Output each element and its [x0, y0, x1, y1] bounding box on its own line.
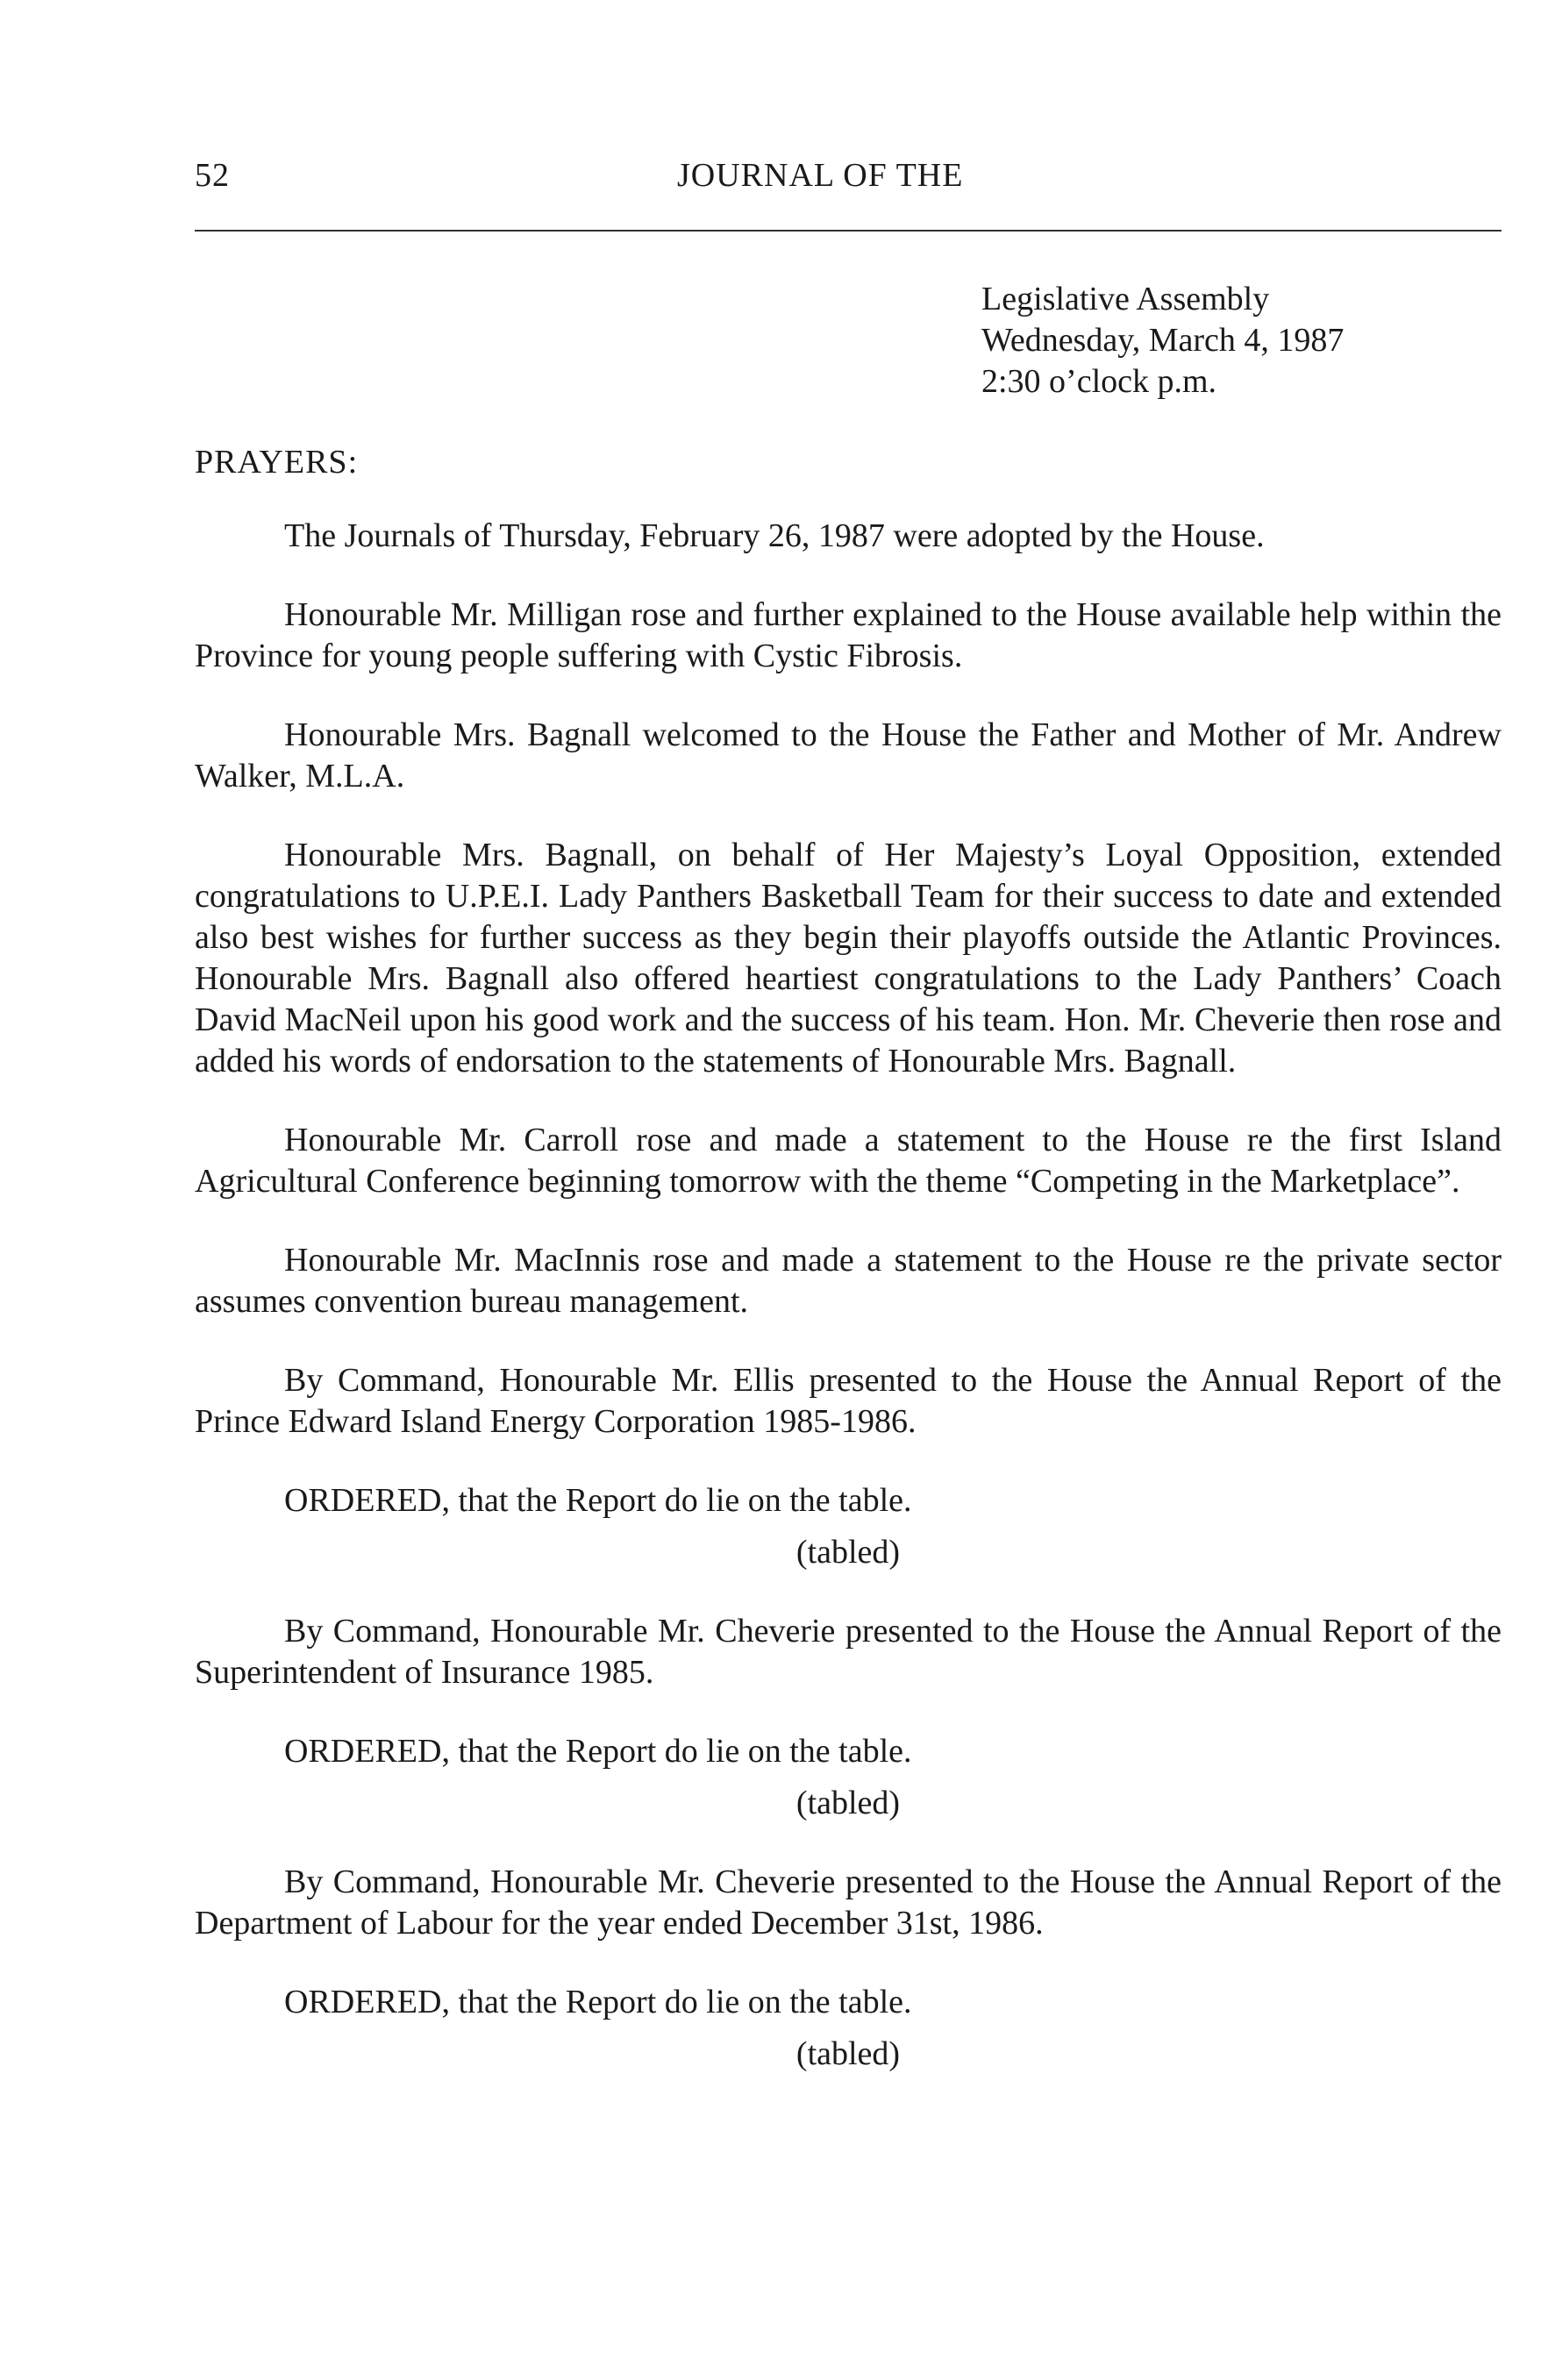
running-head: JOURNAL OF THE: [677, 157, 964, 194]
insurance-report-paragraph: By Command, Honourable Mr. Cheverie presented to the House the Annual Report of the Superintendent of Insurance 1985.: [195, 1613, 1502, 1691]
sitting-dateline: [981, 279, 1344, 403]
labour-report-paragraph: By Command, Honourable Mr. Cheverie presented to the House the Annual Report of the Department of Labour for the year ended December 31st, 1986.: [195, 1863, 1502, 1942]
page-number: 52: [195, 157, 230, 194]
tabled-note: (tabled): [795, 2035, 901, 2072]
dateline-assembly: Legislative Assembly: [981, 281, 1270, 317]
header-rule: [195, 230, 1502, 232]
tabled-note: (tabled): [795, 1785, 901, 1821]
energy-report-paragraph: By Command, Honourable Mr. Ellis presented to the House the Annual Report of the Prince Edward Island Energy Corporation 1985-1986.: [195, 1362, 1502, 1440]
page-header: [195, 156, 1502, 209]
journals-adopted-paragraph: The Journals of Thursday, February 26, 1987 were adopted by the House.: [284, 517, 1265, 554]
ordered-paragraph: ORDERED, that the Report do lie on the table.: [284, 1733, 912, 1770]
ordered-paragraph: ORDERED, that the Report do lie on the table.: [284, 1482, 912, 1519]
ordered-paragraph: ORDERED, that the Report do lie on the table.: [284, 1984, 912, 2020]
prayers-heading: PRAYERS:: [195, 444, 359, 481]
dateline-time: 2:30 o’clock p.m.: [981, 363, 1217, 400]
macinnis-statement-paragraph: Honourable Mr. MacInnis rose and made a statement to the House re the private sector assumes convention bureau management.: [195, 1242, 1502, 1320]
journal-body: [195, 516, 1502, 2113]
lady-panthers-paragraph: Honourable Mrs. Bagnall, on behalf of Her Majesty’s Loyal Opposition, extended congratulations to U.P.E.I. Lady Panthers Basketball Team for their success to date and extended also best wishes for further success as they begin their playoffs outside the Atlantic Provinces. Honourable Mrs. Bagnall also offered heartiest congratulations to the Lady Panthers’ Coach David MacNeil upon his good work and the success of his team. Hon. Mr. Cheverie then rose and added his words of endorsation to the statements of Honourable Mrs. Bagnall.: [195, 837, 1502, 1080]
tabled-note: (tabled): [795, 1534, 901, 1571]
bagnall-welcome-paragraph: Honourable Mrs. Bagnall welcomed to the House the Father and Mother of Mr. Andrew Walker, M.L.A.: [195, 716, 1502, 795]
dateline-date: Wednesday, March 4, 1987: [981, 322, 1345, 359]
milligan-statement-paragraph: Honourable Mr. Milligan rose and further explained to the House available help within the Province for young people suffering with Cystic Fibrosis.: [195, 596, 1502, 674]
carroll-statement-paragraph: Honourable Mr. Carroll rose and made a statement to the House re the first Island Agricultural Conference beginning tomorrow with the theme “Competing in the Marketplace”.: [195, 1122, 1502, 1200]
